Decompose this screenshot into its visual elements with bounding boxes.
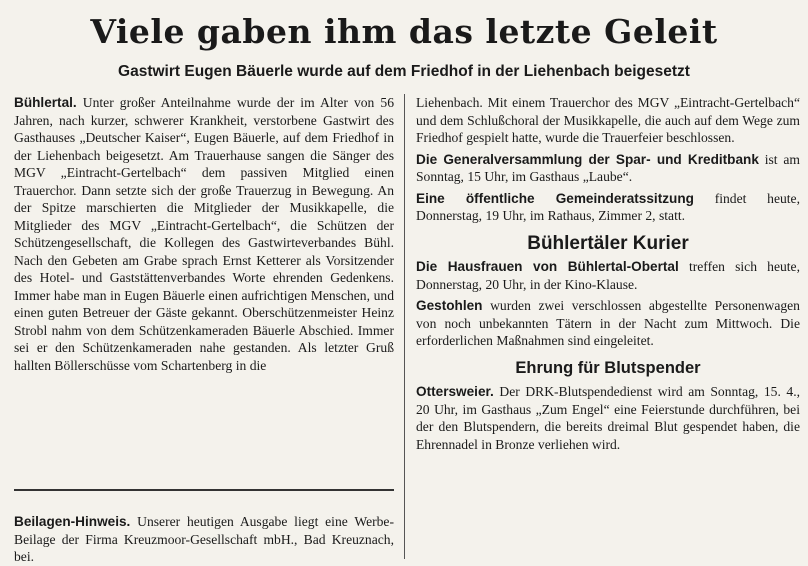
left-column <box>14 94 394 374</box>
section-rule <box>14 489 394 491</box>
item-heading: Gestohlen <box>416 298 483 313</box>
continuation-text: Liehenbach. Mit einem Trauerchor des MGV „Eintracht-Gertelbach“ und dem Schlußchoral der Musikkapelle, die auch auf dem Wege zum Friedhof gespielt hatte, wurde die Trauerfeier beschlossen. <box>416 95 800 145</box>
item-bank-meeting <box>416 151 800 186</box>
item-heading: Die Generalversammlung der Spar- und Kreditbank <box>416 151 759 167</box>
item-housewives <box>416 258 800 293</box>
right-column <box>416 94 800 453</box>
section2-title: Ehrung für Blutspender <box>515 358 701 377</box>
item-text: Der DRK-Blutspendedienst wird am Sonntag, 15. 4., 20 Uhr, im Gasthaus „Zum Engel“ eine Feierstunde durchführen, bei der den Blutspendern, die bereits dreimal Blut gespendet haben, die Ehrennadel in Bronze verliehen wird. <box>416 384 801 452</box>
item-text: treffen sich heute, Donnerstag, 20 Uhr, in der Kino-Klause. <box>416 259 800 292</box>
item-text: ist am Sonntag, 15 Uhr, im Gasthaus „Laube“. <box>416 151 800 184</box>
item-text: findet heute, Donnerstag, 19 Uhr, im Rathaus, Zimmer 2, statt. <box>416 190 800 223</box>
item-heading: Eine öffentliche Gemeinderatssitzung <box>416 190 694 206</box>
lead-place: Bühlertal. <box>14 95 77 110</box>
item-heading: Die Hausfrauen von Bühlertal-Obertal <box>416 259 679 274</box>
notice-paragraph <box>14 513 394 566</box>
item-stolen <box>416 297 800 350</box>
subheadline: Gastwirt Eugen Bäuerle wurde auf dem Friedhof in der Liehenbach beigesetzt <box>118 63 690 80</box>
notice-block <box>14 513 394 566</box>
notice-text: Unserer heutigen Ausgabe liegt eine Werbe-Beilage der Firma Kreuzmoor-Gesellschaft mbH., Bad Kreuznach, bei. <box>14 514 394 564</box>
main-article-text: Unter großer Anteilnahme wurde der im Alter von 56 Jahren, nach kurzer, schwerer Krankheit, verstorbene Gastwirt des Gasthauses „Deutscher Kaiser“, Eugen Bäuerle, auf dem Friedhof in der Liehenbach beigesetzt. Am Trauerhause sangen die Sänger des MGV „Eintracht-Gertelbach“ dem passiven Mitglied einen Trauerchor. Dann setzte sich der große Trauerzug in Bewegung. An der Spitze marschierten die Mitglieder der Musikkapelle, die Mitglieder des MGV „Eintracht-Gertelbach“, die Schützen der Schützengesellschaft, die Kollegen des Gastwirteverbandes Bühl. Nach den Gebeten am Grabe sprach Ernst Ketterer als Vorsitzender des Hotel- und Gaststättenverbandes Worte ehrenden Gedenkens. Immer habe man in Eugen Bäuerle einen aufrichtigen Menschen, und einen guten Betreuer der Gäste gekannt. Oberschützenmeister Heinz Strobl nahm von dem Schützenkameraden Bäuerle Abschied. Immer sei er den Schützenkameraden nahe gestanden. Als letzter Gruß hallten Böllerschüsse vom Schartenberg in die <box>14 95 394 373</box>
headline: Viele gaben ihm das letzte Geleit <box>90 12 718 51</box>
item-text: wurden zwei verschlossen abgestellte Personenwagen von noch unbekannten Tätern in der Nacht zum Mittwoch. Die erforderlichen Maßnahmen sind eingeleitet. <box>416 298 800 348</box>
item-blood-donors <box>416 383 800 453</box>
column-divider <box>404 94 405 559</box>
item-council-meeting <box>416 190 800 225</box>
main-article <box>14 94 394 374</box>
item-heading: Ottersweier. <box>416 384 494 399</box>
section-title: Bühlertäler Kurier <box>527 232 689 254</box>
notice-heading: Beilagen-Hinweis. <box>14 514 131 529</box>
